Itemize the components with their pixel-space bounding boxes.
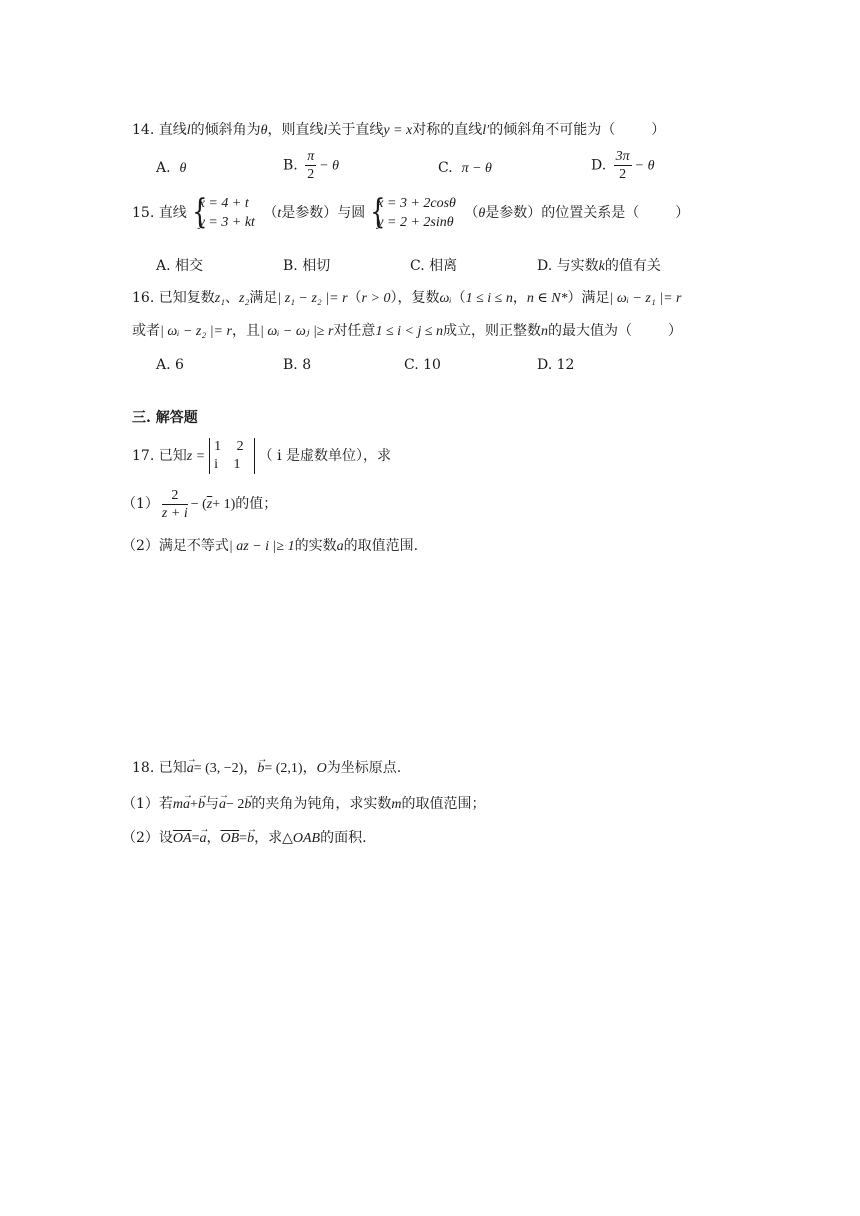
line-parametric-system: { x = 4 + t y = 3 + kt — [191, 192, 255, 232]
q14-text: 直线 — [158, 122, 187, 138]
q14-text: 的倾斜角不可能为（ — [489, 122, 616, 138]
condition: | ωᵢ − z₂ |= r — [160, 324, 232, 339]
denominator: 2 — [619, 167, 627, 182]
equation-y-eq-x: y = x — [383, 123, 413, 138]
vector-a: → a — [200, 829, 207, 849]
separator: ， — [243, 760, 258, 776]
q15-text: 是参数）的位置关系是（ — [485, 205, 640, 221]
q16-option-d: D. 12 — [537, 357, 575, 373]
question-17-part-1 — [122, 484, 277, 525]
q16-text: （ — [451, 290, 466, 306]
fraction — [162, 487, 188, 522]
option-label: C. — [438, 160, 453, 176]
numerator: 3π — [615, 149, 630, 164]
q16-text: ），复数 — [390, 290, 440, 306]
var-n: n — [541, 324, 549, 339]
fraction — [614, 148, 632, 183]
operator: + — [190, 797, 198, 812]
q15-text: （ — [464, 205, 479, 221]
q16-option-a: A. 6 — [156, 357, 184, 373]
numerator: π — [307, 149, 315, 164]
circle-parametric-system: { x = 3 + 2cosθ y = 2 + 2sinθ — [370, 192, 456, 232]
q17-text: （ i 是虚数单位），求 — [258, 448, 392, 464]
inequality: | az − i |≥ 1 — [228, 539, 295, 554]
numerator: 2 — [162, 487, 188, 505]
vector-b: → b — [257, 759, 264, 779]
answer-paren: ） — [675, 205, 690, 221]
q16-text: 对任意 — [333, 323, 376, 339]
vector-oa: $\overline{OA}$ — [172, 831, 192, 846]
q16-text: ，且 — [231, 323, 260, 339]
q14-text: 对称的直线 — [412, 122, 483, 138]
vector-b: → b — [198, 795, 205, 815]
expr: − ( — [190, 497, 207, 512]
q16-text: 或者 — [132, 323, 160, 339]
question-17-part-2 — [122, 536, 418, 557]
option-label: B. — [283, 157, 298, 174]
q14-text: ，则直线 — [267, 122, 324, 138]
expr: + 1) — [212, 497, 236, 512]
question-number: 15. — [132, 205, 155, 221]
q15-text: （ — [263, 205, 278, 221]
q14-option-a — [156, 158, 186, 179]
q14-text: 的倾斜角为 — [190, 122, 261, 138]
option-value: π − θ — [461, 161, 492, 176]
option-value: − θ — [634, 158, 655, 174]
option-value: θ — [179, 161, 187, 176]
question-14 — [132, 120, 665, 141]
question-number: 16. — [132, 290, 155, 306]
condition: r > 0 — [361, 291, 391, 306]
q16-option-c: C. 10 — [404, 357, 441, 373]
question-18-part-2 — [122, 828, 367, 849]
q16-text: 的最大值为（ — [548, 323, 633, 339]
q14-text: 关于直线 — [327, 122, 384, 138]
condition: | z₁ − z₂ |= r — [277, 291, 348, 306]
q17-text: 的值； — [235, 496, 278, 512]
denominator: 2 — [307, 167, 315, 182]
q15-text: 直线 — [158, 205, 187, 221]
question-18-part-1 — [122, 794, 485, 815]
part-label: （2） — [122, 538, 159, 554]
q16-text: 满足 — [249, 290, 278, 306]
vector-b: → b — [244, 795, 251, 815]
denominator: z + i — [161, 505, 188, 521]
section-title: 三. 解答题 — [132, 410, 198, 426]
var-m: m — [391, 797, 402, 812]
condition: | ωᵢ − ωⱼ |≥ r — [259, 324, 334, 339]
q18-text: 的夹角为钝角，求实数 — [251, 796, 392, 812]
operator: = — [239, 831, 248, 846]
var-k: k — [598, 259, 605, 274]
z-conjugate: $\overline{z}$ — [206, 497, 213, 512]
var-t: t — [277, 206, 282, 221]
q18-text: 已知 — [158, 760, 187, 776]
triangle-oab: OAB — [292, 831, 321, 846]
option-label: D. — [591, 157, 607, 174]
q14-option-b — [283, 148, 339, 183]
var-z1: z₁ — [214, 291, 226, 306]
determinant — [209, 438, 255, 474]
var-m: m — [172, 797, 184, 812]
operator: − 2 — [225, 797, 245, 812]
vector-a: → a — [187, 759, 194, 779]
q15-option-c: C. 相离 — [410, 258, 458, 274]
var-z2: z₂ — [239, 291, 250, 306]
question-16-line-2 — [132, 321, 682, 342]
q17-text: 的实数 — [294, 538, 337, 554]
var-theta: θ — [478, 206, 486, 221]
vector-value: = (2,1) — [264, 761, 303, 776]
option-label: A. — [156, 160, 171, 176]
vector-a: → a — [219, 795, 226, 815]
z-equals: z = — [186, 449, 206, 464]
q18-text: 为坐标原点. — [326, 760, 402, 776]
system-row: y = 3 + kt — [198, 215, 255, 230]
system-row: y = 2 + 2sinθ — [377, 215, 454, 230]
q18-text: 与 — [204, 796, 219, 812]
question-number: 14. — [132, 122, 155, 138]
q15-option-d — [537, 256, 661, 277]
point-o: O — [316, 761, 327, 776]
condition: n ∈ N* — [526, 291, 568, 306]
question-number: 17. — [132, 448, 155, 464]
q15-option-a: A. 相交 — [156, 258, 204, 274]
q16-text: ， — [512, 290, 527, 306]
operator: = — [191, 831, 200, 846]
var-a: a — [336, 539, 344, 554]
q18-text: 的取值范围； — [401, 796, 486, 812]
var-l-prime: l′ — [482, 123, 490, 138]
system-row: x = 4 + t — [198, 196, 249, 211]
var-omega-i: ωᵢ — [439, 291, 452, 306]
q16-option-b: B. 8 — [283, 357, 312, 373]
q14-option-d — [591, 148, 654, 183]
option-text: 的值有关 — [604, 258, 661, 274]
vector-ob: $\overline{OB}$ — [220, 831, 240, 846]
question-16-line-1 — [132, 288, 682, 309]
question-15 — [132, 194, 689, 233]
q14-option-c — [438, 158, 492, 179]
fraction — [305, 148, 316, 183]
q18-text: ，求△ — [254, 830, 293, 846]
q17-text: 的取值范围. — [343, 538, 419, 554]
separator: ， — [302, 760, 317, 776]
option-value: − θ — [319, 158, 340, 174]
q16-text: 已知复数 — [158, 290, 215, 306]
det-row: i 1 — [214, 457, 247, 472]
q17-text: 满足不等式 — [158, 538, 229, 554]
condition: 1 ≤ i ≤ n — [465, 291, 513, 306]
question-number: 18. — [132, 760, 155, 776]
q16-text: 成立，则正整数 — [443, 323, 542, 339]
option-text: D. 与实数 — [537, 258, 599, 274]
det-row: 1 2 — [214, 439, 250, 454]
answer-paren: ） — [668, 323, 683, 339]
vector-b: → b — [247, 829, 254, 849]
part-label: （1）若 — [122, 796, 173, 812]
q16-text: ）满足 — [567, 290, 610, 306]
var-l: l — [186, 123, 191, 138]
q18-text: 的面积. — [320, 830, 367, 846]
q15-text: 是参数）与圆 — [281, 205, 366, 221]
answer-paren: ） — [651, 122, 666, 138]
vector-a: → a — [183, 795, 190, 815]
q16-text: 、 — [225, 290, 240, 306]
condition: | ωᵢ − z₁ |= r — [609, 291, 682, 306]
q17-text: 已知 — [158, 448, 187, 464]
system-row: x = 3 + 2cosθ — [377, 196, 456, 211]
question-18 — [132, 758, 401, 779]
part-label: （1） — [122, 496, 159, 512]
var-l: l — [323, 123, 328, 138]
q16-text: （ — [347, 290, 362, 306]
separator: ， — [206, 830, 221, 846]
var-theta: θ — [260, 123, 268, 138]
q15-option-b: B. 相切 — [283, 258, 331, 274]
question-17 — [132, 436, 391, 477]
vector-value: = (3, −2) — [193, 761, 244, 776]
condition: 1 ≤ i < j ≤ n — [375, 324, 444, 339]
part-label: （2）设 — [122, 830, 173, 846]
